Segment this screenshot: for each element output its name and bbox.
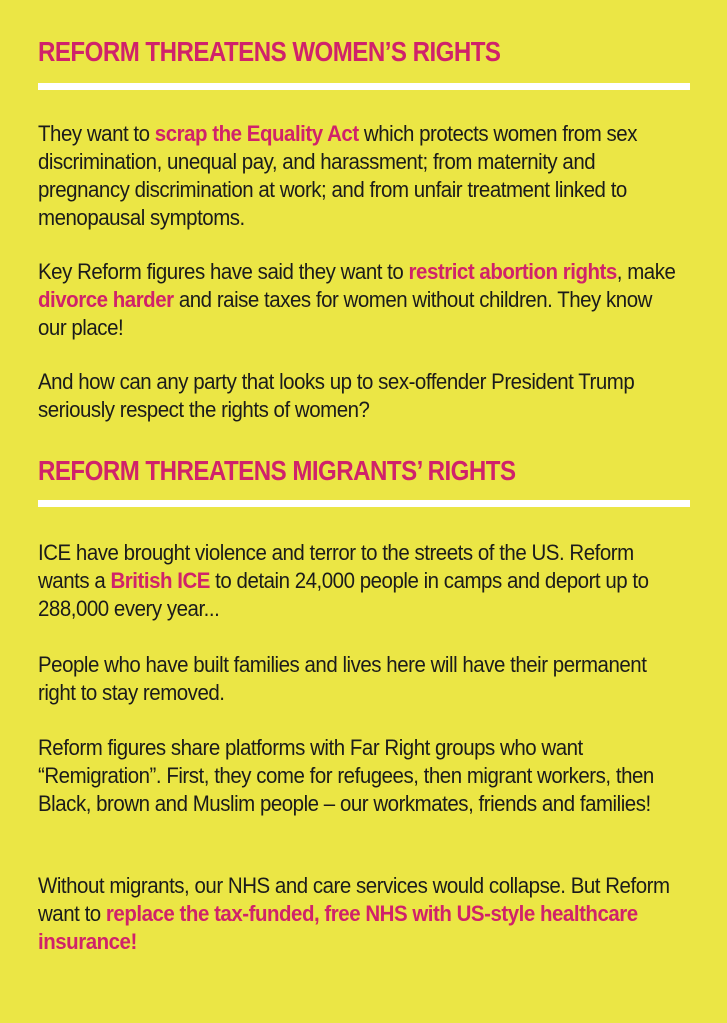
nhs-text-a: Without migrants, our NHS and care services would collapse. But Reform want to [38,873,670,926]
equality-act-paragraph [38,120,680,232]
nhs-paragraph [38,872,680,956]
trump-paragraph: And how can any party that looks up to sex-offender President Trump seriously respect the rights of women? [38,369,635,422]
abortion-highlight: restrict abortion rights [408,259,617,284]
nhs-highlight: replace the tax-funded, free NHS with US-style healthcare insurance! [38,901,638,954]
divorce-highlight: divorce harder [38,287,174,312]
abortion-divorce-paragraph [38,258,680,342]
remigration-paragraph: Reform figures share platforms with Far Right groups who want “Remigration”. First, they come for refugees, then migrant workers, then Black, brown and Muslim people – our workmates, friends and families! [38,735,654,816]
equality-act-text-b: which protects women from sex discrimination, unequal pay, and harassment; from maternity and pregnancy discrimination at work; and from unfair treatment linked to menopausal symptoms. [38,121,637,230]
right-to-stay-paragraph: People who have built families and lives here will have their permanent right to stay removed. [38,652,647,705]
british-ice-paragraph [38,539,680,623]
migrants-rights-heading: REFORM THREATENS MIGRANTS’ RIGHTS [38,455,516,486]
abortion-text-c: and raise taxes for women without children. They know our place! [38,287,652,340]
migrants-heading-divider [38,500,690,507]
british-ice-text-a: ICE have brought violence and terror to the streets of the US. Reform wants a [38,540,634,593]
migrants-rights-section [38,455,693,954]
women-rights-section [38,36,693,422]
british-ice-highlight: British ICE [110,568,210,593]
equality-act-text-a: They want to [38,121,155,146]
abortion-text-b: , make [616,259,676,284]
abortion-text-a: Key Reform figures have said they want to [38,259,409,284]
women-heading-divider [38,83,690,90]
equality-act-highlight: scrap the Equality Act [154,121,359,146]
women-rights-heading: REFORM THREATENS WOMEN’S RIGHTS [38,36,501,67]
british-ice-text-b: to detain 24,000 people in camps and deport up to 288,000 every year... [38,568,649,621]
